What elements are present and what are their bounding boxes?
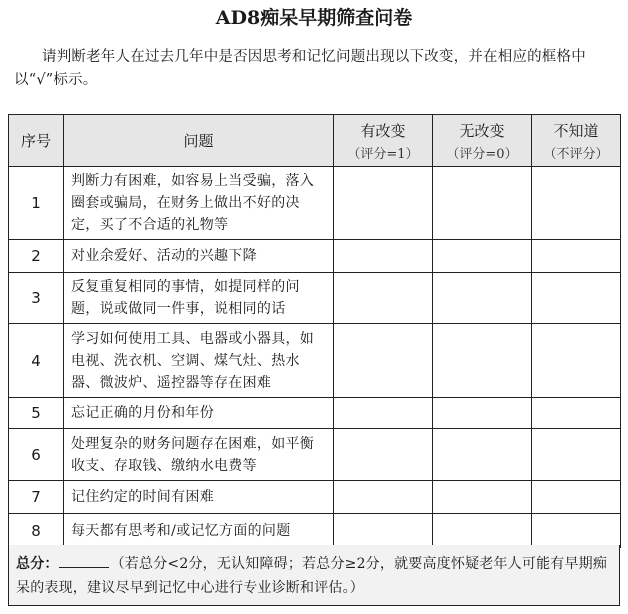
table-row	[9, 514, 621, 548]
row-question: 对业余爱好、活动的兴趣下降	[64, 240, 334, 273]
header-question: 问题	[64, 115, 334, 167]
row-index: 4	[9, 324, 64, 398]
table-row	[9, 429, 621, 481]
answer-unknown-cell[interactable]	[532, 240, 621, 273]
answer-unchanged-cell[interactable]	[433, 429, 532, 481]
answer-unchanged-cell[interactable]	[433, 167, 532, 240]
answer-unknown-cell[interactable]	[532, 481, 621, 514]
answer-unchanged-cell[interactable]	[433, 240, 532, 273]
table-row	[9, 324, 621, 398]
row-index: 3	[9, 273, 64, 324]
row-question: 反复重复相同的事情，如提同样的问题，说或做同一件事，说相同的话	[64, 273, 334, 324]
row-question: 记住约定的时间有困难	[64, 481, 334, 514]
total-score-section	[8, 545, 620, 606]
row-question: 判断力有困难，如容易上当受骗，落入圈套或骗局，在财务上做出不好的决定，买了不合适的礼物等	[64, 167, 334, 240]
answer-unknown-cell[interactable]	[532, 514, 621, 548]
table-row	[9, 273, 621, 324]
answer-unchanged-cell[interactable]	[433, 514, 532, 548]
answer-unknown-cell[interactable]	[532, 324, 621, 398]
header-unchanged-label: 无改变	[459, 121, 505, 140]
row-question: 处理复杂的财务问题存在困难，如平衡收支、存取钱、缴纳水电费等	[64, 429, 334, 481]
row-index: 5	[9, 398, 64, 429]
row-index: 1	[9, 167, 64, 240]
total-score-label: 总分：	[16, 556, 59, 572]
row-index: 8	[9, 514, 64, 548]
answer-changed-cell[interactable]	[334, 481, 433, 514]
instructions-text: 请判断老年人在过去几年中是否因思考和记忆问题出现以下改变，并在相应的框格中以“√”标示。	[14, 49, 586, 88]
header-index: 序号	[9, 115, 64, 167]
answer-unchanged-cell[interactable]	[433, 273, 532, 324]
answer-unchanged-cell[interactable]	[433, 481, 532, 514]
row-question: 每天都有思考和/或记忆方面的问题	[64, 514, 334, 548]
table-row	[9, 240, 621, 273]
header-unchanged-score: （评分=0）	[446, 146, 518, 162]
answer-changed-cell[interactable]	[334, 273, 433, 324]
row-index: 2	[9, 240, 64, 273]
header-unknown-label: 不知道	[553, 121, 599, 140]
row-index: 6	[9, 429, 64, 481]
document-title: AD8痴呆早期筛查问卷	[215, 7, 413, 29]
table-row	[9, 167, 621, 240]
header-row	[9, 115, 621, 167]
header-changed	[334, 115, 433, 167]
answer-changed-cell[interactable]	[334, 429, 433, 481]
table-row	[9, 481, 621, 514]
row-question: 学习如何使用工具、电器或小器具，如电视、洗衣机、空调、煤气灶、热水器、微波炉、遥控器等存在困难	[64, 324, 334, 398]
answer-changed-cell[interactable]	[334, 514, 433, 548]
answer-changed-cell[interactable]	[334, 398, 433, 429]
total-score-blank[interactable]	[59, 553, 109, 568]
answer-unknown-cell[interactable]	[532, 429, 621, 481]
answer-unknown-cell[interactable]	[532, 273, 621, 324]
header-unknown	[532, 115, 621, 167]
answer-unchanged-cell[interactable]	[433, 324, 532, 398]
answer-changed-cell[interactable]	[334, 240, 433, 273]
header-changed-score: （评分=1）	[347, 146, 419, 162]
answer-unchanged-cell[interactable]	[433, 398, 532, 429]
row-index: 7	[9, 481, 64, 514]
table-row	[9, 398, 621, 429]
answer-changed-cell[interactable]	[334, 167, 433, 240]
questionnaire-table	[8, 114, 621, 548]
answer-changed-cell[interactable]	[334, 324, 433, 398]
answer-unknown-cell[interactable]	[532, 167, 621, 240]
header-changed-label: 有改变	[360, 121, 406, 140]
questionnaire-table-container	[8, 114, 620, 545]
answer-unknown-cell[interactable]	[532, 398, 621, 429]
row-question: 忘记正确的月份和年份	[64, 398, 334, 429]
total-score-note: （若总分<2分，无认知障碍；若总分≥2分，就要高度怀疑老年人可能有早期痴呆的表现，建议尽早到记忆中心进行专业诊断和评估。）	[16, 556, 608, 596]
header-unchanged	[433, 115, 532, 167]
header-unknown-score: （不评分）	[543, 146, 609, 162]
